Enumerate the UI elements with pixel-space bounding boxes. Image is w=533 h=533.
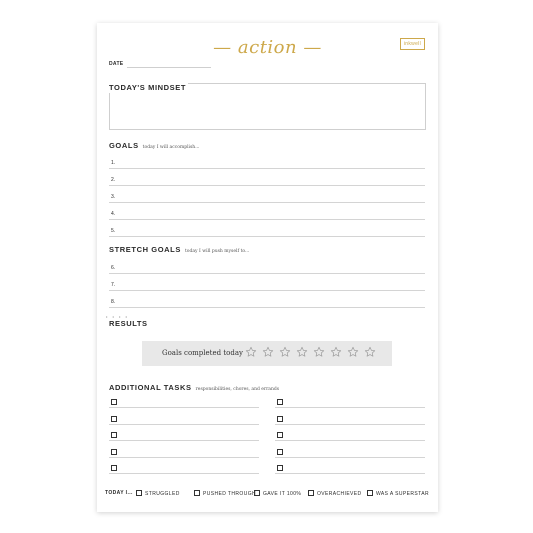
- checkbox[interactable]: [308, 490, 314, 496]
- task-line[interactable]: [275, 445, 425, 458]
- goal-line[interactable]: [109, 190, 425, 203]
- goal-number: 5.: [111, 228, 116, 234]
- stretch-goal-line[interactable]: [109, 278, 425, 291]
- checkbox[interactable]: [254, 490, 260, 496]
- checkbox[interactable]: [194, 490, 200, 496]
- stretch-goals-label: STRETCH GOALS: [109, 245, 181, 254]
- goal-number: 6.: [111, 265, 116, 271]
- goals-completed-label: Goals completed today: [162, 349, 243, 357]
- stretch-goal-line[interactable]: [109, 261, 425, 274]
- task-line[interactable]: [109, 428, 259, 441]
- goal-number: 7.: [111, 282, 116, 288]
- goal-line[interactable]: [109, 207, 425, 220]
- checkbox[interactable]: [111, 465, 117, 471]
- star-icon[interactable]: [347, 345, 359, 357]
- mindset-label: TODAY'S MINDSET: [109, 83, 187, 92]
- goal-number: 1.: [111, 160, 116, 166]
- checkbox[interactable]: [111, 399, 117, 405]
- today-option-overachieved[interactable]: [308, 490, 362, 497]
- planner-sheet: [97, 23, 438, 512]
- decorative-dots: • • • •: [106, 314, 129, 319]
- star-icon[interactable]: [296, 345, 308, 357]
- task-line[interactable]: [275, 395, 425, 408]
- goal-number: 3.: [111, 194, 116, 200]
- today-option-superstar[interactable]: [367, 490, 429, 497]
- today-option-pushed-through[interactable]: [194, 490, 256, 497]
- additional-tasks-sublabel: responsibilities, chores, and errands: [195, 387, 280, 392]
- goal-line[interactable]: [109, 156, 425, 169]
- results-bar: [142, 341, 392, 366]
- additional-tasks-label: ADDITIONAL TASKS: [109, 383, 192, 392]
- today-option-label: WAS A SUPERSTAR: [376, 491, 429, 497]
- today-label: TODAY I...: [105, 490, 133, 496]
- checkbox[interactable]: [277, 449, 283, 455]
- task-line[interactable]: [275, 428, 425, 441]
- checkbox[interactable]: [277, 465, 283, 471]
- today-option-label: OVERACHIEVED: [317, 491, 362, 497]
- checkbox[interactable]: [277, 432, 283, 438]
- goal-line[interactable]: [109, 173, 425, 186]
- checkbox[interactable]: [111, 432, 117, 438]
- date-label: DATE: [109, 61, 124, 67]
- goal-number: 4.: [111, 211, 116, 217]
- brand-logo: inkwell: [400, 38, 425, 50]
- task-line[interactable]: [275, 461, 425, 474]
- additional-tasks-heading: [109, 383, 279, 392]
- goal-line[interactable]: [109, 224, 425, 237]
- task-line[interactable]: [109, 461, 259, 474]
- today-option-struggled[interactable]: [136, 490, 180, 497]
- goal-number: 8.: [111, 299, 116, 305]
- today-option-gave-it-100[interactable]: [254, 490, 301, 497]
- star-icon[interactable]: [245, 345, 257, 357]
- date-field[interactable]: [127, 67, 211, 68]
- stretch-goal-line[interactable]: [109, 295, 425, 308]
- goals-sublabel: today I will accomplish...: [142, 145, 200, 150]
- goals-label: GOALS: [109, 141, 139, 150]
- checkbox[interactable]: [136, 490, 142, 496]
- today-option-label: GAVE IT 100%: [263, 491, 302, 497]
- today-option-label: PUSHED THROUGH: [203, 491, 257, 497]
- star-icon[interactable]: [279, 345, 291, 357]
- checkbox[interactable]: [111, 416, 117, 422]
- stretch-goals-sublabel: today I will push myself to...: [184, 249, 250, 254]
- task-line[interactable]: [275, 412, 425, 425]
- task-line[interactable]: [109, 445, 259, 458]
- goals-heading: [109, 141, 200, 150]
- star-icon[interactable]: [262, 345, 274, 357]
- stretch-goals-heading: [109, 245, 249, 254]
- task-line[interactable]: [109, 395, 259, 408]
- goal-number: 2.: [111, 177, 116, 183]
- checkbox[interactable]: [277, 399, 283, 405]
- checkbox[interactable]: [367, 490, 373, 496]
- star-icon[interactable]: [313, 345, 325, 357]
- checkbox[interactable]: [277, 416, 283, 422]
- page-title: — action —: [213, 37, 322, 58]
- star-icon[interactable]: [330, 345, 342, 357]
- today-option-label: STRUGGLED: [145, 491, 180, 497]
- task-line[interactable]: [109, 412, 259, 425]
- results-heading: RESULTS: [109, 319, 148, 328]
- star-icon[interactable]: [364, 345, 376, 357]
- checkbox[interactable]: [111, 449, 117, 455]
